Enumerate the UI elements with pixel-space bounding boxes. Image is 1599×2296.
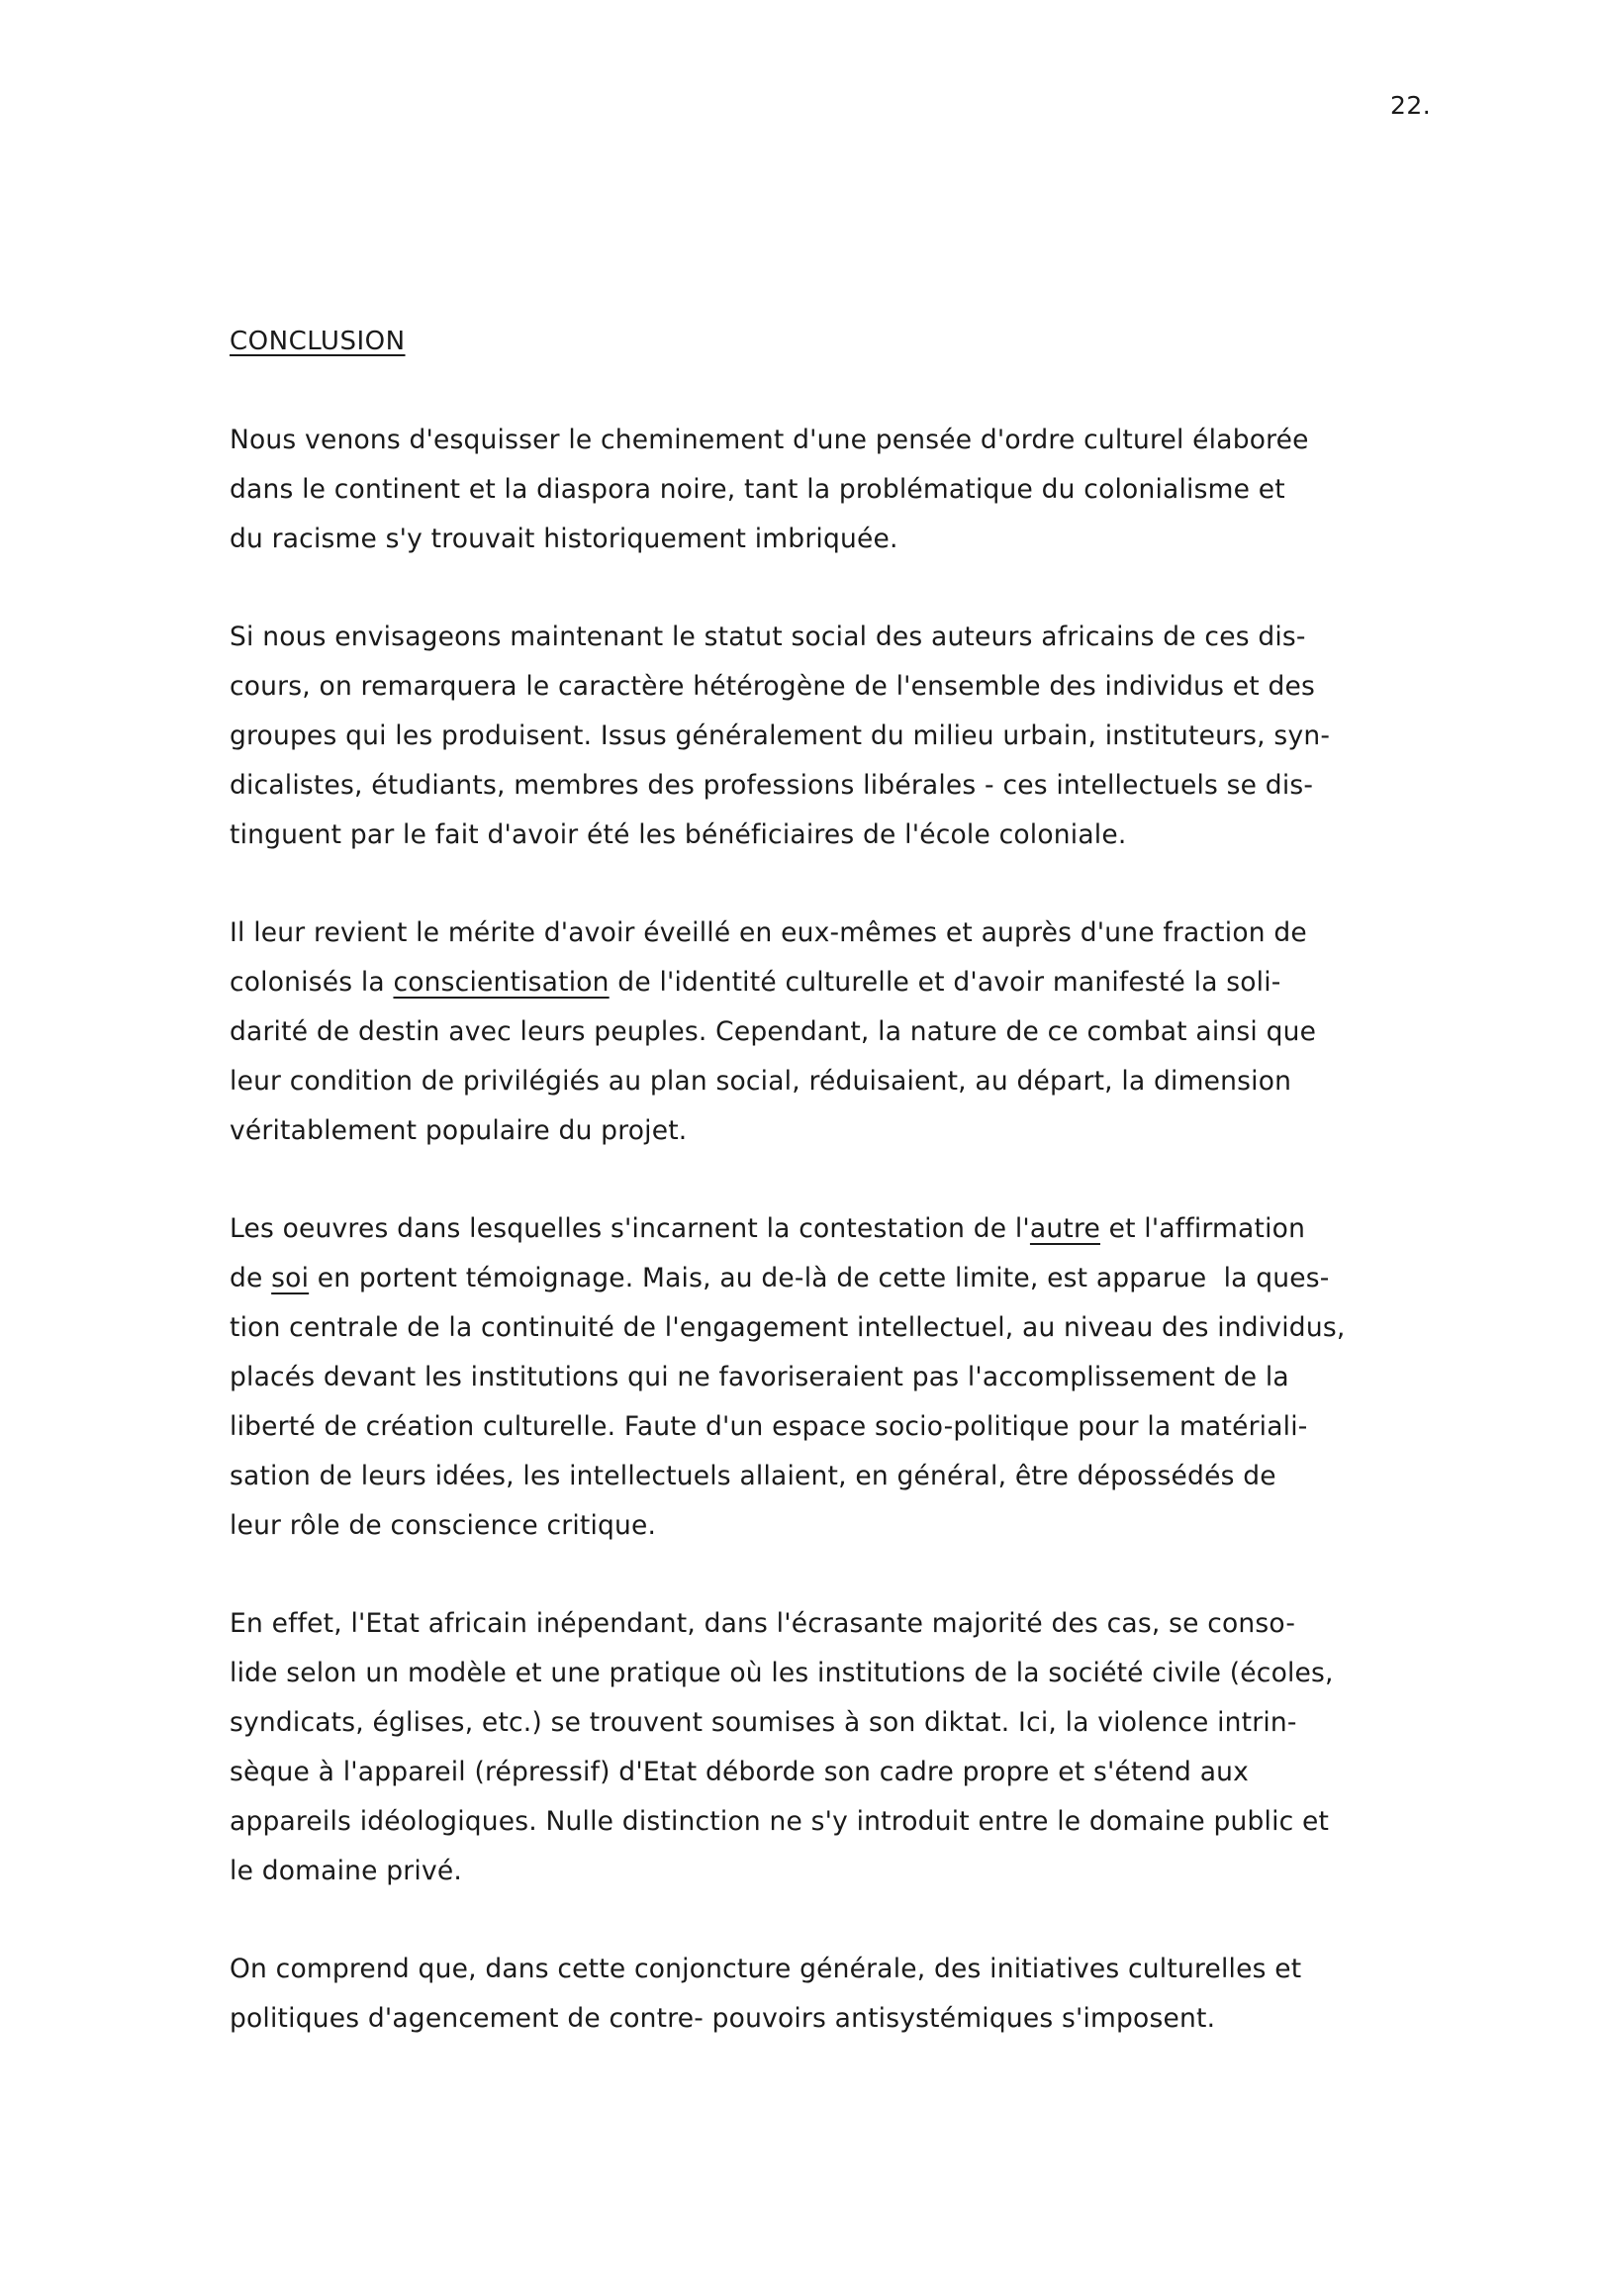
text-segment: On comprend que, dans cette conjoncture générale, des initiatives culturelles et (230, 1954, 1302, 1984)
text-line (230, 465, 1526, 515)
text-line (230, 416, 1526, 465)
text-line (230, 1402, 1526, 1452)
underlined-term: conscientisation (393, 967, 610, 998)
text-line (230, 662, 1526, 712)
underlined-term: autre (1029, 1213, 1100, 1244)
text-segment: tion centrale de la continuité de l'engagement intellectuel, au niveau des individus, (230, 1312, 1346, 1343)
text-segment: Nous venons d'esquisser le cheminement d'une pensée d'ordre culturel élaborée (230, 425, 1309, 455)
text-segment: sation de leurs idées, les intellectuels allaient, en général, être dépossédés de (230, 1461, 1276, 1491)
text-segment: colonisés la (230, 967, 394, 998)
text-line (230, 1204, 1526, 1254)
text-line (230, 1007, 1526, 1057)
paragraph (230, 1599, 1526, 1896)
text-line (230, 1847, 1526, 1896)
text-line (230, 1994, 1526, 2044)
text-line (230, 1303, 1526, 1353)
text-line (230, 712, 1526, 761)
text-segment: Si nous envisageons maintenant le statut social des auteurs africains de ces dis- (230, 622, 1306, 652)
page-number: 22. (1390, 91, 1432, 120)
text-segment: en portent témoignage. Mais, au de-là de cette limite, est apparue la ques- (309, 1263, 1330, 1293)
text-segment: appareils idéologiques. Nulle distinction ne s'y introduit entre le domaine public et (230, 1806, 1330, 1837)
body-text (230, 416, 1526, 2092)
text-segment: En effet, l'Etat africain inépendant, dans l'écrasante majorité des cas, se conso- (230, 1608, 1296, 1639)
text-segment: syndicats, églises, etc.) se trouvent soumises à son diktat. Ici, la violence intrin- (230, 1707, 1297, 1738)
text-line (230, 909, 1526, 958)
text-line (230, 1698, 1526, 1748)
text-segment: tinguent par le fait d'avoir été les bénéficiaires de l'école coloniale. (230, 819, 1127, 850)
text-segment: leur rôle de conscience critique. (230, 1510, 657, 1541)
text-segment: lide selon un modèle et une pratique où les institutions de la société civile (écoles, (230, 1658, 1334, 1688)
paragraph (230, 613, 1526, 860)
text-segment: liberté de création culturelle. Faute d'un espace socio-politique pour la matériali- (230, 1411, 1308, 1442)
text-segment: darité de destin avec leurs peuples. Cependant, la nature de ce combat ainsi que (230, 1016, 1317, 1047)
text-segment: cours, on remarquera le caractère hétérogène de l'ensemble des individus et des (230, 671, 1316, 702)
text-line (230, 761, 1526, 811)
text-segment: Les oeuvres dans lesquelles s'incarnent la contestation de l' (230, 1213, 1030, 1244)
paragraph (230, 909, 1526, 1156)
text-line (230, 1353, 1526, 1402)
text-segment: politiques d'agencement de contre- pouvoirs antisystémiques s'imposent. (230, 2003, 1216, 2034)
text-line (230, 958, 1526, 1007)
text-line (230, 1599, 1526, 1649)
text-line (230, 1797, 1526, 1847)
text-segment: leur condition de privilégiés au plan social, réduisaient, au départ, la dimension (230, 1066, 1292, 1097)
text-line (230, 1649, 1526, 1698)
text-line (230, 1254, 1526, 1303)
text-line (230, 1452, 1526, 1501)
text-line (230, 515, 1526, 564)
paragraph (230, 416, 1526, 564)
text-segment: du racisme s'y trouvait historiquement imbriquée. (230, 524, 898, 554)
text-segment: sèque à l'appareil (répressif) d'Etat déborde son cadre propre et s'étend aux (230, 1757, 1250, 1787)
text-line (230, 1501, 1526, 1551)
text-segment: de l'identité culturelle et d'avoir manifesté la soli- (609, 967, 1281, 998)
text-segment: groupes qui les produisent. Issus généralement du milieu urbain, instituteurs, syn- (230, 720, 1331, 751)
text-line (230, 1748, 1526, 1797)
text-segment: le domaine privé. (230, 1856, 462, 1886)
text-line (230, 811, 1526, 860)
paragraph (230, 1945, 1526, 2044)
text-segment: de (230, 1263, 272, 1293)
text-line (230, 1945, 1526, 1994)
underlined-term: soi (271, 1263, 310, 1293)
text-segment: dicalistes, étudiants, membres des professions libérales - ces intellectuels se dis- (230, 770, 1314, 801)
text-segment: dans le continent et la diaspora noire, tant la problématique du colonialisme et (230, 474, 1285, 505)
text-line (230, 1106, 1526, 1156)
text-segment: et l'affirmation (1099, 1213, 1306, 1244)
section-heading: CONCLUSION (230, 327, 406, 356)
text-segment: véritablement populaire du projet. (230, 1115, 688, 1146)
text-segment: placés devant les institutions qui ne favoriseraient pas l'accomplissement de la (230, 1362, 1289, 1392)
text-line (230, 613, 1526, 662)
paragraph (230, 1204, 1526, 1551)
text-segment: Il leur revient le mérite d'avoir éveillé en eux-mêmes et auprès d'une fraction de (230, 917, 1307, 948)
text-line (230, 1057, 1526, 1106)
